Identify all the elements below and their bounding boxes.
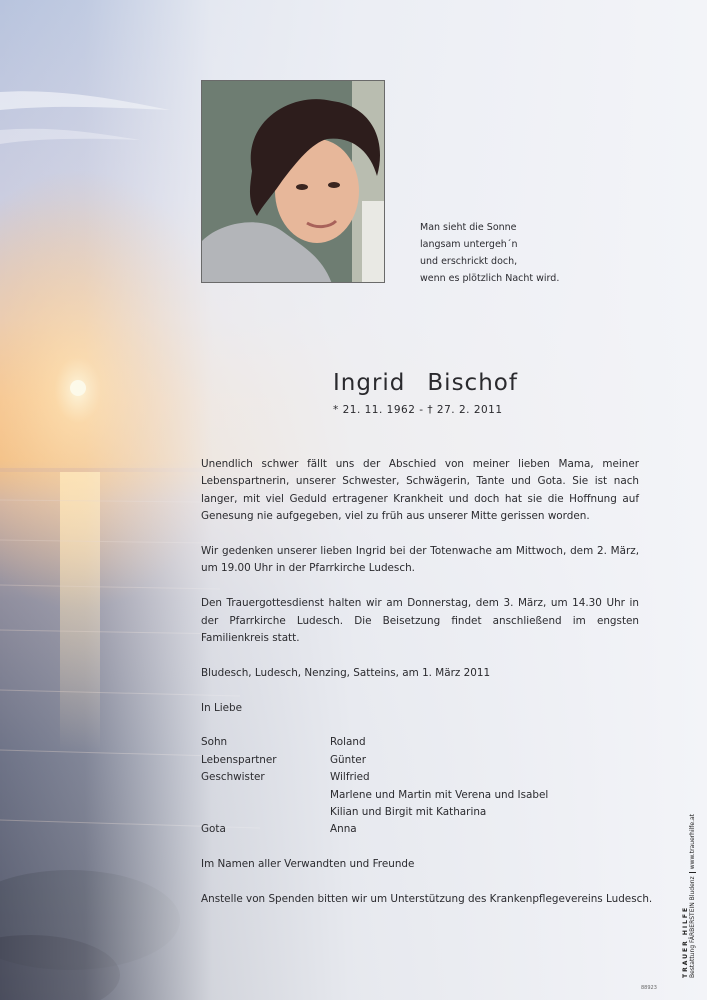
mourner-row	[201, 804, 639, 821]
portrait-photo	[201, 80, 385, 283]
relation: Geschwister	[201, 771, 265, 784]
mourner-names: Günter	[330, 753, 366, 766]
closing-line: Im Namen aller Verwandten und Freunde	[201, 858, 415, 871]
poem	[420, 219, 559, 287]
imprint-company: Bestattung FÄRBERSTEIN Bludenz	[689, 876, 696, 978]
mourner-row	[201, 821, 639, 838]
wake-paragraph: Wir gedenken unserer lieben Ingrid bei der Totenwache am Mittwoch, dem 2. März, um 19.00 Uhr in der Pfarrkirche Ludesch.	[201, 545, 639, 575]
poem-line: langsam untergeh´n	[420, 239, 518, 250]
imprint-line	[689, 814, 696, 978]
mourner-row	[201, 752, 639, 769]
donation-note: Anstelle von Spenden bitten wir um Unterstützung des Krankenpflegevereins Ludesch.	[201, 892, 653, 905]
relation: Gota	[201, 823, 226, 836]
relation: Sohn	[201, 736, 228, 749]
relation	[201, 804, 330, 821]
first-name: Ingrid	[333, 370, 406, 396]
deceased-name	[333, 370, 518, 396]
mourner-names: Wilfried	[330, 771, 370, 784]
mourner-names: Roland	[330, 736, 366, 749]
poem-line: wenn es plötzlich Nacht wird.	[420, 273, 560, 284]
poem-line: und erschrickt doch,	[420, 256, 518, 267]
farewell-paragraph: Unendlich schwer fällt uns der Abschied von meiner lieben Mama, meiner Lebenspartnerin, unserer Schwester, Schwägerin, Tante und Gota. Sie ist nach langer, mit viel Geduld ertragener Krankheit und doch hat sie die Hoffnung auf Genesung nie aufgegeben, viel zu früh aus unserer Mitte gerissen worden.	[201, 458, 639, 523]
mourner-row	[201, 787, 639, 804]
poem-line: Man sieht die Sonne	[420, 222, 517, 233]
mourner-names: Marlene und Martin mit Verena und Isabel	[330, 788, 549, 801]
relation: Lebenspartner	[201, 753, 277, 766]
portrait-illustration	[202, 81, 385, 283]
mourner-names: Kilian und Birgit mit Katharina	[330, 805, 487, 818]
mourners-list	[201, 734, 639, 838]
mourner-row	[201, 734, 639, 751]
life-dates: * 21. 11. 1962 - † 27. 2. 2011	[333, 404, 503, 416]
mourner-row	[201, 769, 639, 786]
imprint-website: www.trauerhilfe.at	[689, 813, 696, 870]
funeral-home-imprint	[682, 814, 696, 978]
mourner-names: Anna	[330, 823, 357, 836]
obituary-text	[201, 456, 653, 926]
last-name: Bischof	[427, 370, 518, 396]
in-love-line: In Liebe	[201, 701, 243, 714]
service-paragraph: Den Trauergottesdienst halten wir am Donnerstag, dem 3. März, um 14.30 Uhr in der Pfarrkirche Ludesch. Die Beisetzung findet anschließend im engsten Familienkreis statt.	[201, 597, 639, 645]
print-code: 88923	[641, 985, 657, 991]
places-date-line: Bludesch, Ludesch, Nenzing, Satteins, am 1. März 2011	[201, 666, 491, 679]
imprint-brand: TRAUER HILFE	[682, 905, 689, 978]
relation	[201, 787, 330, 804]
